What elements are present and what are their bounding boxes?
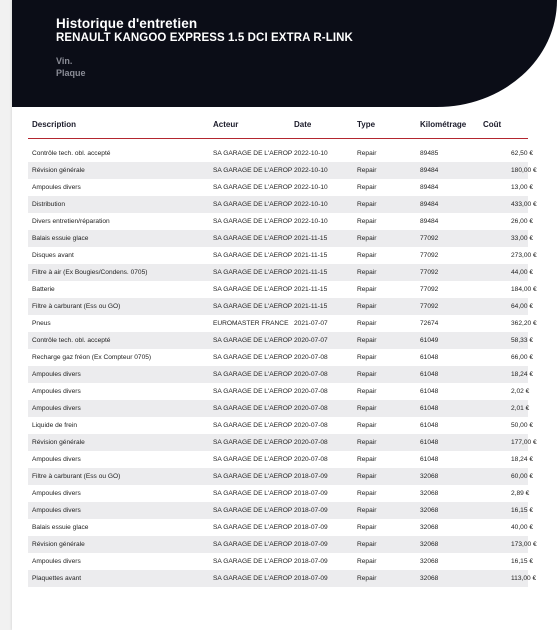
row-description: Ampoules divers xyxy=(32,490,81,497)
row-date: 2022-10-10 xyxy=(294,201,328,208)
row-type: Repair xyxy=(357,388,377,395)
plaque-label: Plaque xyxy=(56,68,86,78)
row-cout: 18,24 € xyxy=(511,371,533,378)
row-date: 2020-07-08 xyxy=(294,422,328,429)
row-cout: 2,02 € xyxy=(511,388,530,395)
row-cout: 273,00 € xyxy=(511,252,537,259)
row-cout: 2,01 € xyxy=(511,405,530,412)
row-type: Repair xyxy=(357,201,377,208)
row-date: 2020-07-08 xyxy=(294,388,328,395)
row-type: Repair xyxy=(357,422,377,429)
table-row xyxy=(28,383,528,400)
row-acteur: SA GARAGE DE L'AEROP xyxy=(213,575,293,582)
row-description: Filtre à carburant (Ess ou GO) xyxy=(32,303,121,310)
row-acteur: SA GARAGE DE L'AEROP xyxy=(213,524,293,531)
row-type: Repair xyxy=(357,490,377,497)
row-kilometrage: 61048 xyxy=(420,388,439,395)
row-description: Distribution xyxy=(32,201,65,208)
row-acteur: SA GARAGE DE L'AEROP xyxy=(213,541,293,548)
row-cout: 40,00 € xyxy=(511,524,533,531)
row-acteur: SA GARAGE DE L'AEROP xyxy=(213,235,293,242)
row-acteur: SA GARAGE DE L'AEROP xyxy=(213,218,293,225)
row-type: Repair xyxy=(357,269,377,276)
table-row xyxy=(28,536,537,553)
row-date: 2020-07-07 xyxy=(294,337,328,344)
row-description: Filtre à air (Ex Bougies/Condens. 0705) xyxy=(32,269,148,276)
row-cout: 16,15 € xyxy=(511,507,533,514)
row-description: Pneus xyxy=(32,320,51,327)
row-acteur: SA GARAGE DE L'AEROP xyxy=(213,252,293,259)
column-header-cout: Coût xyxy=(483,120,502,129)
row-date: 2021-11-15 xyxy=(294,303,328,310)
row-cout: 184,00 € xyxy=(511,286,537,293)
row-description: Contrôle tech. obl. accepté xyxy=(32,337,111,344)
row-description: Ampoules divers xyxy=(32,371,81,378)
row-type: Repair xyxy=(357,167,377,174)
row-cout: 16,15 € xyxy=(511,558,533,565)
table-row xyxy=(28,349,533,366)
row-acteur: SA GARAGE DE L'AEROP xyxy=(213,456,293,463)
table-row xyxy=(28,485,528,502)
table-row xyxy=(28,281,537,298)
row-kilometrage: 89484 xyxy=(420,218,439,225)
table-row xyxy=(28,179,533,196)
row-cout: 62,50 € xyxy=(511,150,533,157)
row-description: Ampoules divers xyxy=(32,507,81,514)
table-row xyxy=(28,196,537,213)
row-date: 2020-07-08 xyxy=(294,456,328,463)
row-description: Batterie xyxy=(32,286,55,293)
table-row xyxy=(28,553,533,570)
row-type: Repair xyxy=(357,541,377,548)
row-kilometrage: 77092 xyxy=(420,269,439,276)
table-row xyxy=(28,145,533,162)
row-description: Recharge gaz fréon (Ex Compteur 0705) xyxy=(32,354,152,361)
row-acteur: SA GARAGE DE L'AEROP xyxy=(213,269,293,276)
table-row xyxy=(28,502,533,519)
row-kilometrage: 61048 xyxy=(420,439,439,446)
row-kilometrage: 32068 xyxy=(420,575,439,582)
row-description: Ampoules divers xyxy=(32,184,81,191)
row-kilometrage: 77092 xyxy=(420,235,439,242)
row-date: 2022-10-10 xyxy=(294,167,328,174)
table-row xyxy=(28,451,533,468)
row-type: Repair xyxy=(357,558,377,565)
table-row xyxy=(28,247,537,264)
row-kilometrage: 61048 xyxy=(420,456,439,463)
row-acteur: SA GARAGE DE L'AEROP xyxy=(213,473,293,480)
column-header-type: Type xyxy=(357,120,376,129)
table-row xyxy=(28,434,537,451)
row-kilometrage: 32068 xyxy=(420,558,439,565)
row-type: Repair xyxy=(357,337,377,344)
row-acteur: SA GARAGE DE L'AEROP xyxy=(213,490,293,497)
table-row xyxy=(28,468,533,485)
row-date: 2021-11-15 xyxy=(294,252,328,259)
row-cout: 64,00 € xyxy=(511,303,533,310)
row-cout: 113,00 € xyxy=(511,575,537,582)
row-date: 2021-11-15 xyxy=(294,286,328,293)
vehicle-model: RENAULT KANGOO EXPRESS 1.5 DCI EXTRA R-LINK xyxy=(56,32,353,44)
row-date: 2020-07-08 xyxy=(294,354,328,361)
row-type: Repair xyxy=(357,320,377,327)
table-row xyxy=(28,332,533,349)
row-description: Révision générale xyxy=(32,541,85,548)
row-cout: 66,00 € xyxy=(511,354,533,361)
document-header xyxy=(12,0,557,107)
row-date: 2018-07-09 xyxy=(294,490,328,497)
row-type: Repair xyxy=(357,218,377,225)
row-date: 2018-07-09 xyxy=(294,541,328,548)
row-type: Repair xyxy=(357,473,377,480)
row-date: 2018-07-09 xyxy=(294,473,328,480)
row-type: Repair xyxy=(357,252,377,259)
row-type: Repair xyxy=(357,405,377,412)
table-row xyxy=(28,570,537,587)
row-description: Plaquettes avant xyxy=(32,575,82,582)
row-kilometrage: 32068 xyxy=(420,541,439,548)
row-type: Repair xyxy=(357,439,377,446)
column-header-date: Date xyxy=(294,120,312,129)
row-description: Révision générale xyxy=(32,439,85,446)
row-description: Contrôle tech. obl. accepté xyxy=(32,150,111,157)
row-date: 2018-07-09 xyxy=(294,575,328,582)
column-header-kilometrage: Kilométrage xyxy=(420,120,467,129)
row-date: 2020-07-08 xyxy=(294,405,328,412)
row-acteur: SA GARAGE DE L'AEROP xyxy=(213,286,293,293)
row-kilometrage: 77092 xyxy=(420,252,439,259)
row-acteur: SA GARAGE DE L'AEROP xyxy=(213,167,293,174)
row-kilometrage: 77092 xyxy=(420,286,439,293)
row-type: Repair xyxy=(357,507,377,514)
row-cout: 18,24 € xyxy=(511,456,533,463)
row-description: Ampoules divers xyxy=(32,558,81,565)
row-date: 2018-07-09 xyxy=(294,524,328,531)
row-kilometrage: 32068 xyxy=(420,524,439,531)
table-row xyxy=(28,162,537,179)
row-description: Filtre à carburant (Ess ou GO) xyxy=(32,473,121,480)
table-row xyxy=(28,315,537,332)
row-type: Repair xyxy=(357,235,377,242)
row-description: Révision générale xyxy=(32,167,85,174)
table-row xyxy=(28,366,533,383)
row-kilometrage: 89485 xyxy=(420,150,439,157)
row-date: 2021-11-15 xyxy=(294,235,328,242)
row-cout: 26,00 € xyxy=(511,218,533,225)
row-description: Disques avant xyxy=(32,252,74,259)
row-date: 2021-11-15 xyxy=(294,269,328,276)
table-row xyxy=(28,298,533,315)
row-description: Divers entretien/réparation xyxy=(32,218,110,225)
row-acteur: SA GARAGE DE L'AEROP xyxy=(213,184,293,191)
row-acteur: SA GARAGE DE L'AEROP xyxy=(213,354,293,361)
row-acteur: SA GARAGE DE L'AEROP xyxy=(213,371,293,378)
row-acteur: SA GARAGE DE L'AEROP xyxy=(213,439,293,446)
row-cout: 2,89 € xyxy=(511,490,530,497)
row-acteur: SA GARAGE DE L'AEROP xyxy=(213,422,293,429)
row-kilometrage: 61048 xyxy=(420,354,439,361)
row-kilometrage: 61048 xyxy=(420,371,439,378)
row-acteur: SA GARAGE DE L'AEROP xyxy=(213,201,293,208)
row-type: Repair xyxy=(357,286,377,293)
table-row xyxy=(28,519,533,536)
row-kilometrage: 32068 xyxy=(420,490,439,497)
row-type: Repair xyxy=(357,371,377,378)
row-date: 2022-10-10 xyxy=(294,150,328,157)
row-cout: 362,20 € xyxy=(511,320,537,327)
vin-label: Vin. xyxy=(56,56,73,66)
row-type: Repair xyxy=(357,150,377,157)
row-acteur: SA GARAGE DE L'AEROP xyxy=(213,507,293,514)
row-cout: 177,00 € xyxy=(511,439,537,446)
table-row xyxy=(28,417,533,434)
row-acteur: SA GARAGE DE L'AEROP xyxy=(213,405,293,412)
column-header-description: Description xyxy=(32,120,77,129)
table-row xyxy=(28,400,528,417)
row-acteur: SA GARAGE DE L'AEROP xyxy=(213,558,293,565)
row-kilometrage: 77092 xyxy=(420,303,439,310)
row-type: Repair xyxy=(357,456,377,463)
row-description: Ampoules divers xyxy=(32,388,81,395)
row-date: 2018-07-09 xyxy=(294,507,328,514)
maintenance-table xyxy=(28,145,537,587)
row-description: Balais essuie glace xyxy=(32,235,89,242)
row-acteur: SA GARAGE DE L'AEROP xyxy=(213,150,293,157)
row-kilometrage: 89484 xyxy=(420,201,439,208)
row-description: Balais essuie glace xyxy=(32,524,89,531)
row-type: Repair xyxy=(357,575,377,582)
column-header-acteur: Acteur xyxy=(213,120,239,129)
row-cout: 180,00 € xyxy=(511,167,537,174)
row-date: 2021-07-07 xyxy=(294,320,328,327)
row-cout: 13,00 € xyxy=(511,184,533,191)
row-acteur: SA GARAGE DE L'AEROP xyxy=(213,303,293,310)
table-row xyxy=(28,213,533,230)
row-type: Repair xyxy=(357,524,377,531)
row-type: Repair xyxy=(357,303,377,310)
row-date: 2022-10-10 xyxy=(294,218,328,225)
row-kilometrage: 72674 xyxy=(420,320,439,327)
row-kilometrage: 89484 xyxy=(420,167,439,174)
row-cout: 50,00 € xyxy=(511,422,533,429)
row-cout: 173,00 € xyxy=(511,541,537,548)
row-description: Ampoules divers xyxy=(32,456,81,463)
row-kilometrage: 61048 xyxy=(420,422,439,429)
row-description: Liquide de frein xyxy=(32,422,78,429)
row-date: 2022-10-10 xyxy=(294,184,328,191)
row-kilometrage: 32068 xyxy=(420,473,439,480)
row-date: 2020-07-08 xyxy=(294,371,328,378)
row-kilometrage: 32068 xyxy=(420,507,439,514)
row-kilometrage: 89484 xyxy=(420,184,439,191)
row-cout: 433,00 € xyxy=(511,201,537,208)
row-description: Ampoules divers xyxy=(32,405,81,412)
row-type: Repair xyxy=(357,354,377,361)
row-cout: 44,00 € xyxy=(511,269,533,276)
row-acteur: EUROMASTER FRANCE xyxy=(213,320,289,327)
row-cout: 33,00 € xyxy=(511,235,533,242)
row-date: 2020-07-08 xyxy=(294,439,328,446)
row-cout: 58,33 € xyxy=(511,337,533,344)
row-date: 2018-07-09 xyxy=(294,558,328,565)
table-header xyxy=(28,118,528,139)
table-row xyxy=(28,264,533,281)
row-kilometrage: 61048 xyxy=(420,405,439,412)
row-acteur: SA GARAGE DE L'AEROP xyxy=(213,337,293,344)
table-row xyxy=(28,230,533,247)
document-title: Historique d'entretien xyxy=(56,16,198,31)
row-cout: 60,00 € xyxy=(511,473,533,480)
row-kilometrage: 61049 xyxy=(420,337,439,344)
row-type: Repair xyxy=(357,184,377,191)
row-acteur: SA GARAGE DE L'AEROP xyxy=(213,388,293,395)
